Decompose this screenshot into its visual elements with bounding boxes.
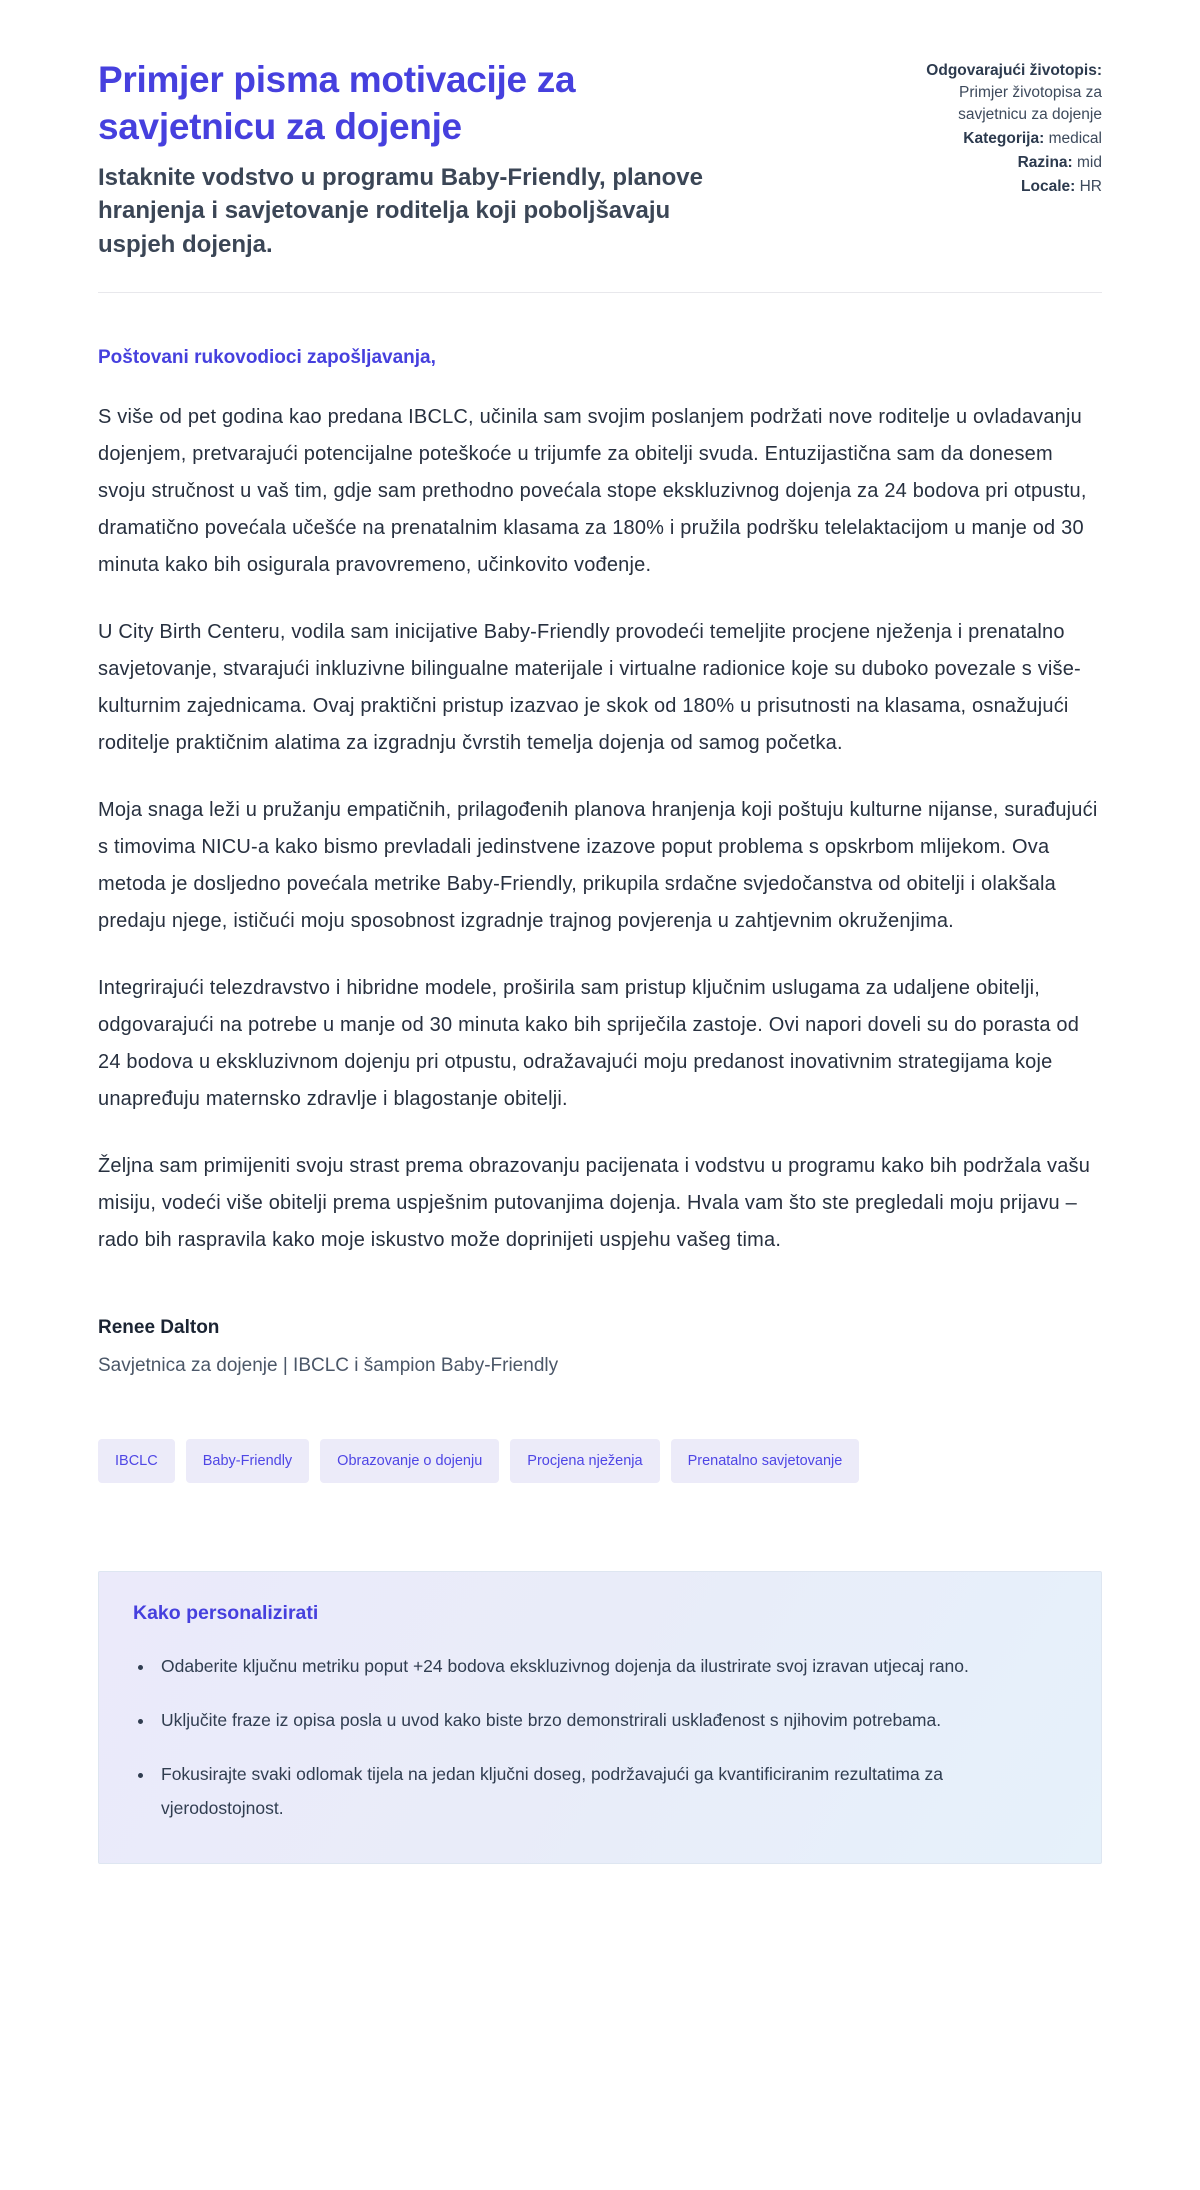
meta-locale-value: HR — [1079, 178, 1102, 195]
meta-resume-value: Primjer životopisa za savjetnicu za dojenje — [958, 84, 1102, 123]
page-title: Primjer pisma motivacije za savjetnicu za dojenje — [98, 59, 576, 148]
letter-body — [98, 347, 1102, 1377]
header-divider — [98, 292, 1102, 293]
tip-item: • Uključite fraze iz opisa posla u uvod kako biste brzo demonstrirali usklađenost s njihovim potrebama. — [155, 1703, 1067, 1737]
meta-category — [892, 128, 1102, 150]
meta-level-value: mid — [1077, 154, 1102, 171]
letter-paragraph: S više od pet godina kao predana IBCLC, učinila sam svojim poslanjem podržati nove roditelje u ovladavanju dojenjem, pretvarajući potencijalne poteškoće u trijumfe za obitelji svuda. Entuzijastična sam da donesem svoju stručnost u vaš tim, gdje sam prethodno povećala stope ekskluzivnog dojenja za 24 bodova pri otpustu, dramatično povećala učešće na prenatalnim klasama za 180% i pružila podršku telelaktacijom u manje od 30 minuta kako bih osigurala pravovremeno, učinkovito vođenje. — [98, 405, 1087, 576]
meta-panel — [892, 56, 1102, 200]
tips-heading: Kako personalizirati — [133, 1602, 319, 1624]
tag-list — [98, 1439, 1102, 1484]
page-header — [98, 56, 1102, 262]
page-subtitle: Istaknite vodstvo u programu Baby-Friendly, planove hranjenja i savjetovanje roditelja koji poboljšavaju uspjeh dojenja. — [98, 163, 704, 258]
letter-paragraph: Integrirajući telezdravstvo i hibridne modele, proširila sam pristup ključnim uslugama za udaljene obitelji, odgovarajući na potrebe u manje od 30 minuta kako bih spriječila zastoje. Ovi napori doveli su do porasta od 24 bodova u ekskluzivnom dojenju pri otpustu, odražavajući moju predanost inovativnim strategijama koje unapređuju maternsko zdravlje i blagostanje obitelji. — [98, 976, 1080, 1110]
signature-role: Savjetnica za dojenje | IBCLC i šampion Baby-Friendly — [98, 1354, 559, 1376]
tip-item: • Fokusirajte svaki odlomak tijela na jedan ključni doseg, podržavajući ga kvantificiranim rezultatima za vjerodostojnost. — [155, 1757, 1067, 1825]
tag-chip[interactable]: Obrazovanje o dojenju — [320, 1439, 499, 1484]
meta-level — [892, 152, 1102, 174]
meta-category-label: Kategorija: — [963, 130, 1045, 147]
tag-chip[interactable]: IBCLC — [98, 1439, 175, 1484]
meta-resume — [892, 60, 1102, 126]
header-title-block — [98, 56, 748, 262]
tip-item: • Odaberite ključnu metriku poput +24 bodova ekskluzivnog dojenja da ilustrirate svoj izravan utjecaj rano. — [155, 1649, 1067, 1683]
meta-locale-label: Locale: — [1021, 178, 1076, 195]
personalization-tips-callout — [98, 1571, 1102, 1864]
tag-chip[interactable]: Procjena nježenja — [510, 1439, 659, 1484]
letter-paragraph: Željna sam primijeniti svoju strast prema obrazovanju pacijenata i vodstvu u programu kako bih podržala vašu misiju, vodeći više obitelji prema uspješnim putovanjima dojenja. Hvala vam što ste pregledali moju prijavu – rado bih raspravila kako moje iskustvo može doprinijeti uspjehu vašeg tima. — [98, 1154, 1091, 1251]
tag-chip[interactable]: Prenatalno savjetovanje — [671, 1439, 860, 1484]
tips-list — [133, 1649, 1067, 1825]
meta-category-value: medical — [1048, 130, 1102, 147]
letter-page — [98, 0, 1102, 1864]
letter-greeting: Poštovani rukovodioci zapošljavanja, — [98, 346, 436, 368]
letter-paragraph: U City Birth Centeru, vodila sam inicijative Baby-Friendly provodeći temeljite procjene nježenja i prenatalno savjetovanje, stvarajući inkluzivne bilingualne materijale i virtualne radionice koje su duboko povezale s više-kulturnim zajednicama. Ovaj praktični pristup izazvao je skok od 180% u prisutnosti na klasama, osnažujući roditelje praktičnim alatima za izgradnju čvrstih temelja dojenja od samog početka. — [98, 620, 1081, 754]
meta-level-label: Razina: — [1017, 154, 1073, 171]
tag-chip[interactable]: Baby-Friendly — [186, 1439, 309, 1484]
letter-paragraph: Moja snaga leži u pružanju empatičnih, prilagođenih planova hranjenja koji poštuju kulturne nijanse, surađujući s timovima NICU-a kako bismo prevladali jedinstvene izazove poput problema s opskrbom mlijekom. Ova metoda je dosljedno povećala metrike Baby-Friendly, prikupila srdačne svjedočanstva od obitelji i olakšala predaju njege, ističući moju sposobnost izgradnje trajnog povjerenja u zahtjevnim okruženjima. — [98, 798, 1098, 932]
signature-name: Renee Dalton — [98, 1316, 220, 1338]
meta-locale — [892, 176, 1102, 198]
meta-resume-label: Odgovarajući životopis: — [926, 62, 1102, 79]
